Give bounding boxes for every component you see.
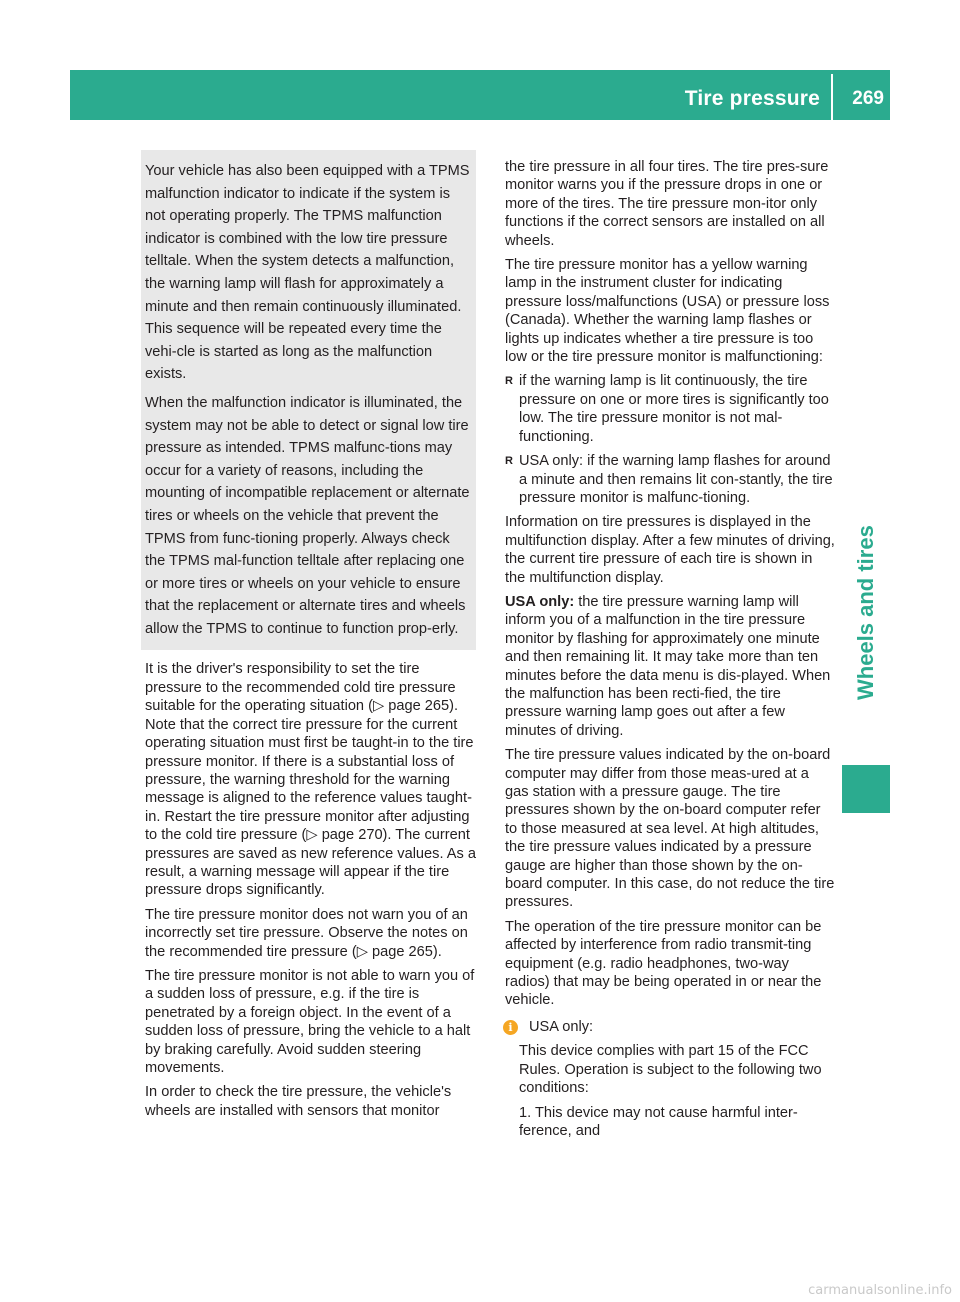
watermark: carmanualsonline.info [808, 1283, 952, 1298]
info-note [505, 1018, 835, 1140]
paragraph: Information on tire pressures is displayed in the multifunction display. After a few minutes of driving, the current tire pressure of each tire is shown in the multifunction display. [505, 514, 835, 586]
usa-only-text: the tire pressure warning lamp will inform you of a malfunction in the tire pressure monitor by flashing for approximately one minute and then remaining lit. It may take more than ten minutes before the data menu is dis-played. When the malfunction has been recti-fied, the tire pressure warning lamp goes out after a few minutes of driving. [505, 593, 831, 739]
list-item-text: USA only: if the warning lamp flashes for around a minute and then remains lit con-stantly, the tire pressure monitor is malfunc-tioning. [519, 453, 833, 506]
bullet-marker: R [505, 455, 513, 468]
header-bar [70, 70, 890, 120]
usa-paragraph [505, 593, 835, 740]
list-item [505, 372, 835, 446]
section-marker-square [842, 765, 890, 813]
paragraph: In order to check the tire pressure, the vehicle's wheels are installed with sensors that monitor [145, 1084, 452, 1119]
boxed-paragraph: Your vehicle has also been equipped with a TPMS malfunction indicator to indicate if the system is not operating properly. The TPMS malfunction indicator is combined with the low tire pressure telltale. When the system detects a malfunction, the warning lamp will flash for approximately a minute and then remain continuously illuminated. This sequence will be repeated every time the vehi-cle is started as long as the malfunction exists. [145, 163, 470, 383]
paragraph: The tire pressure monitor has a yellow warning lamp in the instrument cluster for indicating pressure loss/malfunctions (USA) or pressure loss (Canada). Whether the warning lamp flashes or lights up indicates whether a tire pressure is too low or the tire pressure monitor is malfunctioning: [505, 257, 830, 366]
boxed-paragraph: When the malfunction indicator is illuminated, the system may not be able to detect or signal low tire pressure as intended. TPMS malfunc-tions may occur for a variety of reasons, including the mounting of incompatible replacement or alternate tires or wheels on the vehicle that prevent the TPMS from func-tioning properly. Always check the TPMS mal-function telltale after replacing one or more tires or wheels on your vehicle to ensure that the replacement or alternate tires and wheels allow the TPMS to continue to function prop-erly. [145, 394, 470, 637]
paragraph: It is the driver's responsibility to set the tire pressure to the recommended cold tire pressure suitable for the operating situation (▷ page 265). Note that the correct tire pressure for the current operating situation must first be taught-in to the tire pressure monitor. If there is a substantial loss of pressure, the warning threshold for the warning message is aligned to the reference values taught-in. Restart the tire pressure monitor after adjusting to the cold tire pressure (▷ page 270). The current pressures are saved as new reference values. As a result, a warning message will appear if the tire pressure drops significantly. [145, 661, 476, 899]
page-title: Tire pressure [684, 87, 820, 110]
note-text: This device complies with part 15 of the FCC Rules. Operation is subject to the following two conditions: [519, 1043, 822, 1097]
usa-only-label: USA only: [505, 593, 575, 610]
page-number: 269 [852, 88, 884, 109]
paragraph: the tire pressure in all four tires. The tire pres-sure monitor warns you if the pressure drops in one or more of the tires. The tire pressure mon-itor only functions if the correct sensors are installed on all wheels. [505, 159, 829, 249]
header-divider [831, 74, 833, 120]
note-item: 1. This device may not cause harmful inter-ference, and [519, 1104, 798, 1139]
left-column [145, 160, 480, 1126]
paragraph: The operation of the tire pressure monitor can be affected by interference from radio transmit-ting equipment (e.g. radio headphones, two-way radios) that may be being operated in or near the vehicle. [505, 918, 822, 1009]
paragraph: The tire pressure monitor does not warn you of an incorrectly set tire pressure. Observe the notes on the recommended tire pressure (▷ page 265). [145, 906, 468, 960]
section-side-tab [842, 525, 890, 748]
list-item-text: if the warning lamp is lit continuously, the tire pressure on one or more tires is significantly too low. The tire pressure monitor is not mal-functioning. [519, 373, 829, 445]
bullet-marker: R [505, 375, 513, 388]
tpms-malfunction-box [141, 150, 476, 650]
section-side-label: Wheels and tires [853, 525, 878, 700]
note-heading: USA only: [529, 1018, 594, 1035]
right-column [505, 158, 835, 1146]
info-icon: i [503, 1020, 518, 1035]
paragraph: The tire pressure monitor is not able to warn you of a sudden loss of pressure, e.g. if the tire is penetrated by a foreign object. In the event of a sudden loss of pressure, bring the vehicle to a halt by braking carefully. Avoid sudden steering movements. [145, 967, 475, 1076]
paragraph: The tire pressure values indicated by the on-board computer may differ from those meas-ured at a gas station with a pressure gauge. The tire pressures shown by the on-board computer refer to those measured at sea level. At high altitudes, the tire pressure values indicated by a pressure gauge are higher than those shown by the on-board computer. In this case, do not reduce the tire pressures. [505, 747, 835, 911]
list-item [505, 452, 835, 507]
